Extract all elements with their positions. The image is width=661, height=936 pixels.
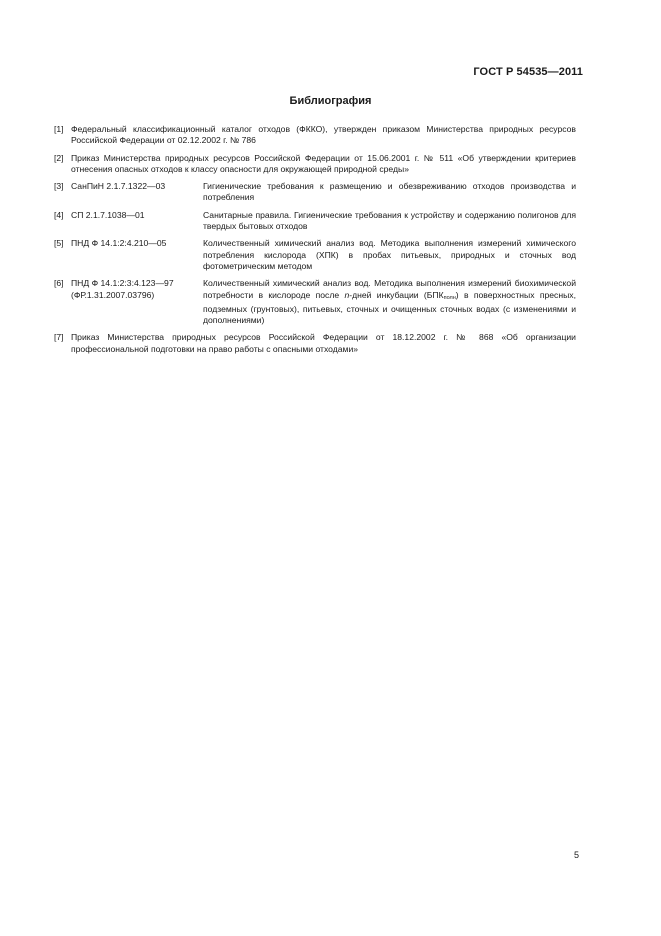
entry-number: [2] [54, 152, 64, 163]
bibliography-entry [54, 181, 576, 204]
entry-code: ПНД Ф 14.1:2:4.210—05 [71, 238, 167, 249]
entry-number: [6] [54, 278, 64, 289]
bibliography-entry [54, 278, 576, 326]
bibliography-entry [54, 332, 576, 355]
document-code: ГОСТ Р 54535—2011 [473, 66, 583, 78]
entry-code: СанПиН 2.1.7.1322—03 [71, 181, 166, 192]
entry-number: [1] [54, 124, 64, 134]
bibliography-entry [54, 153, 576, 176]
entry-text: Санитарные правила. Гигиенические требования к устройству и содержанию полигонов для твердых бытовых отходов [203, 209, 576, 232]
entry-number: [4] [54, 209, 64, 220]
entry-number: [3] [54, 181, 64, 192]
bibliography-entry [54, 210, 576, 233]
bibliography-entry [54, 238, 576, 272]
bibliography-list [54, 124, 576, 361]
entry-code: СП 2.1.7.1038—01 [71, 209, 145, 220]
entry-text: Федеральный классификационный каталог отходов (ФККО), утвержден приказом Министерства природных ресурсов Российской Федерации от 02.12.2002 г. № 786 [71, 124, 576, 146]
entry-number: [7] [54, 332, 64, 343]
entry-text: Приказ Министерства природных ресурсов Российской Федерации от 15.06.2001 г. № 511 «Об утверждении критериев отнесения опасных отходов к классу опасности для окружающей природной среды» [71, 152, 576, 174]
entry-code: ПНД Ф 14.1:2:3:4.123—97 (ФР.1.31.2007.03796) [71, 278, 174, 300]
entry-number: [5] [54, 238, 64, 249]
page-number: 5 [573, 850, 579, 860]
entry-text: Гигиенические требования к размещению и обезвреживанию отходов производства и потребления [203, 181, 576, 203]
section-title: Библиография [289, 95, 372, 107]
entry-text: Количественный химический анализ вод. Методика выполнения измерений биохимической потребности в кислороде после n-дней инкубации $(БПК_{полн})$ в поверхностных пресных, подземных (грунтовых), питьевых, сточных и очищенных сточных водах (с изменениями и дополнениями) [203, 278, 576, 326]
entry-text: Приказ Министерства природных ресурсов Российской Федерации от 18.12.2002 г. № 868 «Об организации профессиональной подготовки на право работы с опасными отходами» [71, 332, 576, 354]
entry-text: Количественный химический анализ вод. Методика выполнения измерений химического потребления кислорода (ХПК) в пробах питьевых, природных и сточных вод фотометрическим методом [203, 238, 576, 271]
bibliography-entry [54, 124, 576, 147]
